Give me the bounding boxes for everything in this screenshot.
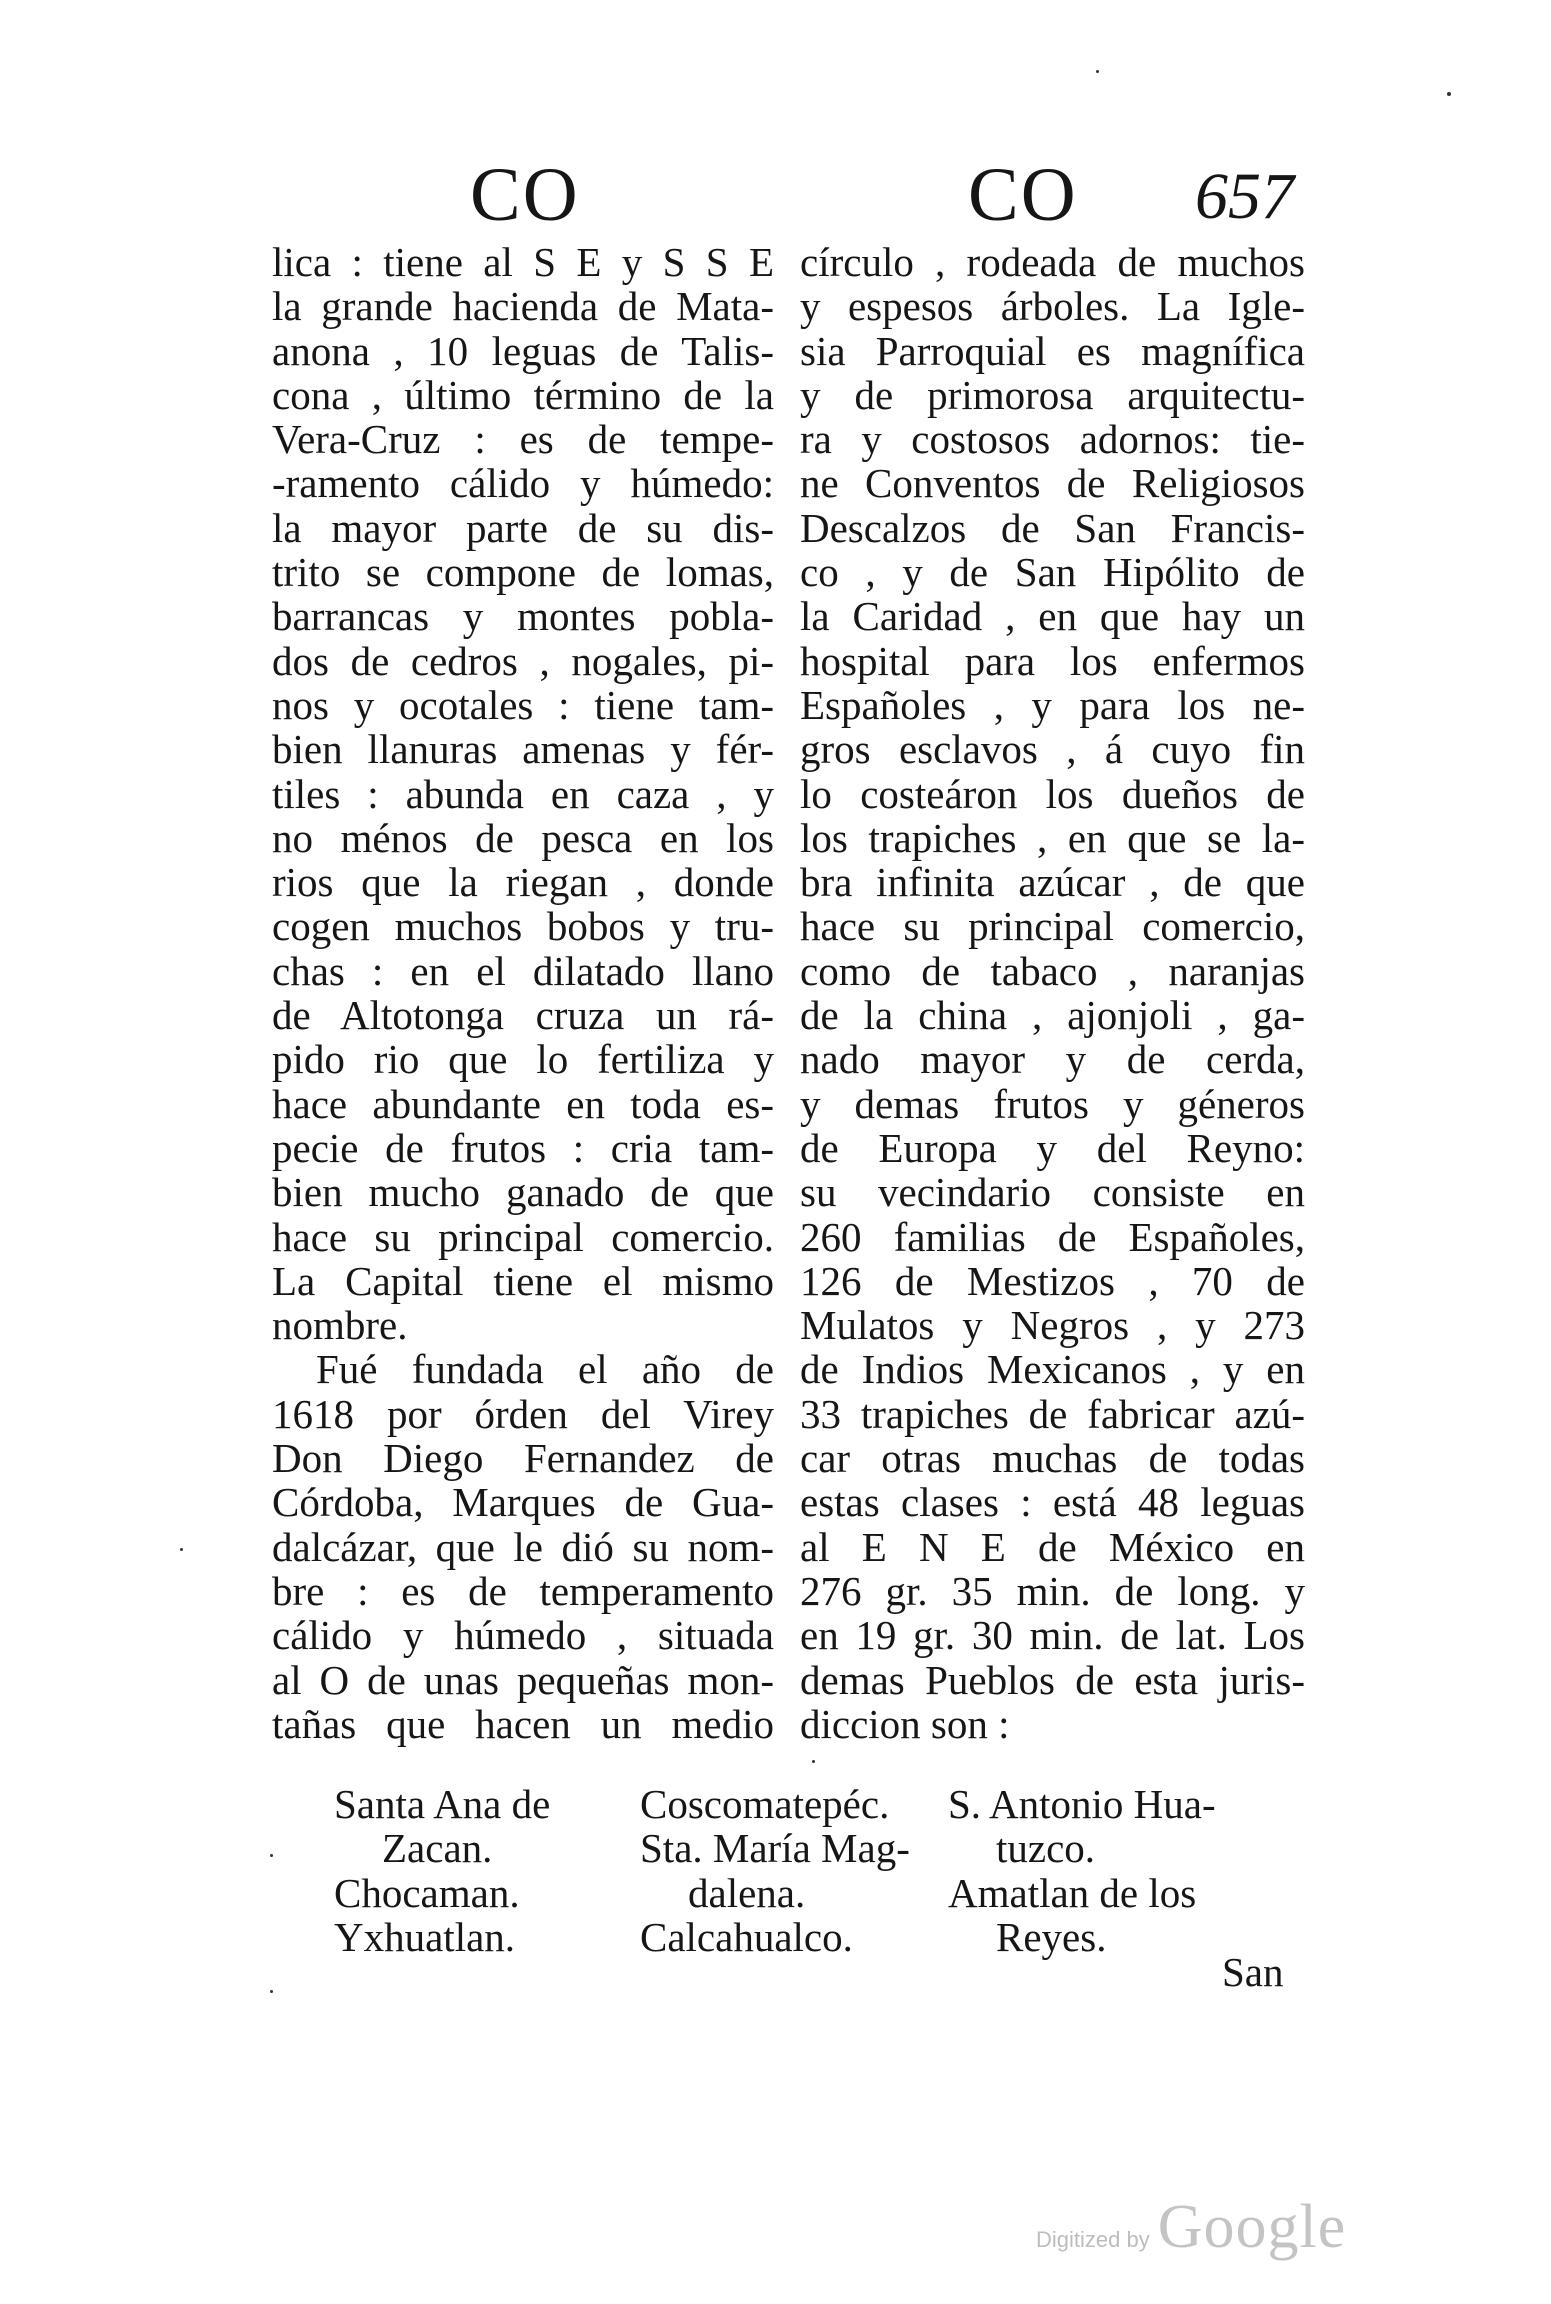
text-line: hace abundante en toda es- <box>272 1080 774 1127</box>
scan-speck <box>812 1760 815 1763</box>
text-line: estas clases : está 48 leguas <box>800 1479 1305 1526</box>
town-list-column-2 <box>640 1782 930 1959</box>
town-name: Yxhuatlan. <box>334 1913 516 1960</box>
text-line: 33 trapiches de fabricar azú- <box>800 1390 1305 1437</box>
scan-speck <box>1096 70 1099 73</box>
digitization-watermark <box>1036 2192 1346 2263</box>
text-line: tiles : abunda en caza , y <box>272 770 774 817</box>
text-line: la grande hacienda de Mata- <box>272 283 774 330</box>
text-line: 1618 por órden del Virey <box>272 1390 774 1437</box>
text-line: 126 de Mestizos , 70 de <box>800 1257 1305 1304</box>
text-line: sia Parroquial es magnífica <box>800 327 1305 374</box>
running-header-right: CO <box>968 153 1078 237</box>
text-line: círculo , rodeada de muchos <box>800 239 1305 285</box>
text-line: Córdoba, Marques de Gua- <box>272 1479 774 1526</box>
town-entry <box>948 1782 1238 1871</box>
text-line: hace su principal comercio, <box>800 903 1305 950</box>
text-line: cona , último término de la <box>272 371 774 418</box>
text-line: pecie de frutos : cria tam- <box>272 1124 774 1171</box>
text-line: nos y ocotales : tiene tam- <box>272 681 774 728</box>
town-list-column-3 <box>948 1782 1238 1959</box>
google-logo: Google <box>1157 2193 1347 2261</box>
running-header-left: CO <box>470 153 580 237</box>
town-entry <box>640 1915 930 1959</box>
text-line: nombre. <box>272 1302 408 1349</box>
text-line: cálido y húmedo , situada <box>272 1612 774 1659</box>
text-line: en 19 gr. 30 min. de lat. Los <box>800 1612 1305 1659</box>
text-line: La Capital tiene el mismo <box>272 1257 774 1304</box>
town-name-continuation: dalena. <box>688 1869 806 1916</box>
text-line: al E N E de México en <box>800 1523 1305 1570</box>
text-line: Fué fundada el año de <box>316 1346 774 1393</box>
scan-speck <box>180 1548 183 1551</box>
town-entry <box>334 1871 604 1915</box>
scan-speck <box>1447 92 1451 96</box>
text-line: hospital para los enfermos <box>800 637 1305 684</box>
text-line: demas Pueblos de esta juris- <box>800 1656 1305 1703</box>
text-line: ne Conventos de Religiosos <box>800 460 1305 507</box>
text-line: gros esclavos , á cuyo fin <box>800 726 1305 773</box>
text-line: bre : es de temperamento <box>272 1567 774 1614</box>
page-number: 657 <box>1195 160 1294 233</box>
town-entry <box>334 1915 604 1959</box>
text-line: no ménos de pesca en los <box>272 814 774 861</box>
text-line: rios que la riegan , donde <box>272 859 774 906</box>
text-line: lo costeáron los dueños de <box>800 770 1305 817</box>
text-line: y de primorosa arquitectu- <box>800 371 1305 418</box>
text-line: bien llanuras amenas y fér- <box>272 726 774 773</box>
town-name-continuation: tuzco. <box>996 1825 1096 1872</box>
text-line: los trapiches , en que se la- <box>800 814 1305 861</box>
text-line: trito se compone de lomas, <box>272 549 774 596</box>
town-name: Calcahualco. <box>640 1913 853 1960</box>
scan-speck <box>270 1854 273 1857</box>
right-text-column <box>800 240 1305 1746</box>
text-line: car otras muchas de todas <box>800 1435 1305 1482</box>
catchword: San <box>1222 1949 1284 1995</box>
text-line: y demas frutos y géneros <box>800 1080 1305 1127</box>
town-name: Amatlan de los <box>948 1869 1197 1916</box>
left-text-column <box>272 240 774 1746</box>
text-line: 260 familias de Españoles, <box>800 1213 1305 1260</box>
text-line: Don Diego Fernandez de <box>272 1435 774 1482</box>
town-entry <box>948 1871 1238 1960</box>
town-name: Chocaman. <box>334 1869 520 1916</box>
text-line: de Indios Mexicanos , y en <box>800 1346 1305 1393</box>
text-line: 276 gr. 35 min. de long. y <box>800 1567 1305 1614</box>
text-line: diccion son : <box>800 1700 1010 1747</box>
text-line: Mulatos y Negros , y 273 <box>800 1302 1305 1349</box>
text-line: chas : en el dilatado llano <box>272 947 774 994</box>
text-line: al O de unas pequeñas mon- <box>272 1656 774 1703</box>
text-line: cogen muchos bobos y tru- <box>272 903 774 950</box>
text-line: dos de cedros , nogales, pi- <box>272 637 774 684</box>
text-line: de la china , ajonjoli , ga- <box>800 992 1305 1039</box>
text-line: -ramento cálido y húmedo: <box>272 460 774 507</box>
text-line: co , y de San Hipólito de <box>800 549 1305 596</box>
text-line: Vera-Cruz : es de tempe- <box>272 416 774 463</box>
text-line: bra infinita azúcar , de que <box>800 859 1305 906</box>
text-line: anona , 10 leguas de Talis- <box>272 327 774 374</box>
watermark-label: Digitized by <box>1036 2227 1150 2252</box>
town-name: Sta. María Mag- <box>640 1825 910 1872</box>
text-line: pido rio que lo fertiliza y <box>272 1036 774 1083</box>
text-line: la mayor parte de su dis- <box>272 504 774 551</box>
town-name: Coscomatepéc. <box>640 1781 890 1827</box>
town-list-column-1 <box>334 1782 604 1959</box>
text-line: como de tabaco , naranjas <box>800 947 1305 994</box>
text-line: barrancas y montes pobla- <box>272 593 774 640</box>
text-line: la Caridad , en que hay un <box>800 593 1305 640</box>
town-name-continuation: Reyes. <box>996 1913 1107 1960</box>
text-line: nado mayor y de cerda, <box>800 1036 1305 1083</box>
text-line: dalcázar, que le dió su nom- <box>272 1523 774 1570</box>
town-entry <box>640 1782 930 1826</box>
town-entry <box>334 1782 604 1871</box>
text-line: ra y costosos adornos: tie- <box>800 416 1305 463</box>
text-line: lica : tiene al S E y S S E <box>272 239 774 285</box>
text-line: de Europa y del Reyno: <box>800 1124 1305 1171</box>
text-line: tañas que hacen un medio <box>272 1700 774 1747</box>
text-line: Descalzos de San Francis- <box>800 504 1305 551</box>
town-entry <box>640 1826 930 1915</box>
town-name: S. Antonio Hua- <box>948 1781 1216 1827</box>
scan-speck <box>270 1990 273 1993</box>
town-name: Santa Ana de <box>334 1781 551 1827</box>
text-line: de Altotonga cruza un rá- <box>272 992 774 1039</box>
text-line: y espesos árboles. La Igle- <box>800 283 1305 330</box>
town-name-continuation: Zacan. <box>382 1825 493 1872</box>
text-line: su vecindario consiste en <box>800 1169 1305 1216</box>
text-line: bien mucho ganado de que <box>272 1169 774 1216</box>
text-line: Españoles , y para los ne- <box>800 681 1305 728</box>
text-line: hace su principal comercio. <box>272 1213 774 1260</box>
